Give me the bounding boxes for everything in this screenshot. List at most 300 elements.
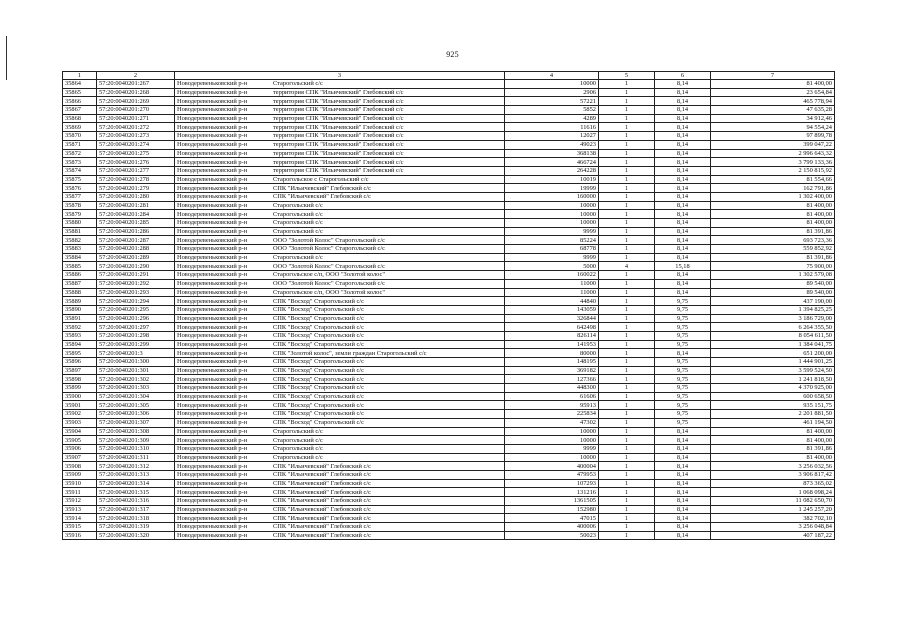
area-value: 12027 bbox=[505, 132, 599, 141]
row-number: 35877 bbox=[63, 192, 97, 201]
cadastral-number: 57:20:0040201:309 bbox=[97, 436, 175, 445]
locality-text: территория СПК "Ильичевский" Глебовский с/с bbox=[273, 167, 404, 175]
area-value: 127366 bbox=[505, 375, 599, 384]
category-value: 1 bbox=[599, 192, 655, 201]
table-row bbox=[63, 236, 835, 245]
locality-text: СПК "Восход" Старогольский с/с bbox=[273, 384, 364, 392]
total-value: 81 391,86 bbox=[711, 227, 835, 236]
location-cell bbox=[175, 523, 505, 532]
row-number: 35874 bbox=[63, 166, 97, 175]
area-value: 44840 bbox=[505, 297, 599, 306]
table-row bbox=[63, 340, 835, 349]
area-value: 10000 bbox=[505, 80, 599, 89]
total-value: 81 400,00 bbox=[711, 210, 835, 219]
category-value: 1 bbox=[599, 158, 655, 167]
cadastral-number: 57:20:0040201:305 bbox=[97, 401, 175, 410]
locality-text: Старогольский с/с bbox=[273, 453, 323, 461]
category-value: 1 bbox=[599, 184, 655, 193]
cadastral-number: 57:20:0040201:279 bbox=[97, 184, 175, 193]
district-text: Новодеревеньковский р-н bbox=[177, 436, 248, 444]
location-cell bbox=[175, 219, 505, 228]
rate-value: 9,75 bbox=[655, 392, 711, 401]
locality-text: Старогольский с/с bbox=[273, 201, 323, 209]
cadastral-number: 57:20:0040201:286 bbox=[97, 227, 175, 236]
locality-text: СПК "Восход" Старогольский с/с bbox=[273, 332, 364, 340]
rate-value: 15,18 bbox=[655, 262, 711, 271]
table-row bbox=[63, 470, 835, 479]
row-number: 35893 bbox=[63, 331, 97, 340]
district-text: Новодеревеньковский р-н bbox=[177, 184, 248, 192]
cadastral-number: 57:20:0040201:306 bbox=[97, 410, 175, 419]
cadastral-number: 57:20:0040201:307 bbox=[97, 418, 175, 427]
district-text: Новодеревеньковский р-н bbox=[177, 228, 248, 236]
rate-value: 9,75 bbox=[655, 375, 711, 384]
district-text: Новодеревеньковский р-н bbox=[177, 219, 248, 227]
row-number: 35875 bbox=[63, 175, 97, 184]
cadastral-number: 57:20:0040201:298 bbox=[97, 331, 175, 340]
locality-text: территория СПК "Ильичевский" Глебовский с/с bbox=[273, 149, 404, 157]
total-value: 3 256 048,84 bbox=[711, 523, 835, 532]
locality-text: СПК "Ильичевский" Глебовский с/с bbox=[273, 514, 371, 522]
row-number: 35900 bbox=[63, 392, 97, 401]
district-text: Новодеревеньковский р-н bbox=[177, 384, 248, 392]
locality-text: СПК "Золотой колос", земли граждан Старогольский с/с bbox=[273, 349, 427, 357]
area-value: 160000 bbox=[505, 192, 599, 201]
row-number: 35887 bbox=[63, 279, 97, 288]
row-number: 35882 bbox=[63, 236, 97, 245]
location-cell bbox=[175, 305, 505, 314]
area-value: 400004 bbox=[505, 462, 599, 471]
cadastral-number: 57:20:0040201:276 bbox=[97, 158, 175, 167]
table-row bbox=[63, 488, 835, 497]
area-value: 160022 bbox=[505, 271, 599, 280]
row-number: 35865 bbox=[63, 88, 97, 97]
cadastral-number: 57:20:0040201:302 bbox=[97, 375, 175, 384]
total-value: 11 082 650,70 bbox=[711, 497, 835, 506]
table-header-row bbox=[63, 72, 835, 80]
table-row bbox=[63, 418, 835, 427]
cadastral-number: 57:20:0040201:287 bbox=[97, 236, 175, 245]
table-row bbox=[63, 323, 835, 332]
area-value: 10000 bbox=[505, 201, 599, 210]
area-value: 9999 bbox=[505, 227, 599, 236]
total-value: 1 394 825,25 bbox=[711, 305, 835, 314]
district-text: Новодеревеньковский р-н bbox=[177, 367, 248, 375]
total-value: 3 799 133,36 bbox=[711, 158, 835, 167]
category-value: 1 bbox=[599, 114, 655, 123]
category-value: 1 bbox=[599, 166, 655, 175]
locality-text: СПК "Восход" Старогольский с/с bbox=[273, 410, 364, 418]
row-number: 35891 bbox=[63, 314, 97, 323]
table-row bbox=[63, 288, 835, 297]
locality-text: территория СПК "Ильичевский" Глебовский с/с bbox=[273, 89, 404, 97]
rate-value: 8,14 bbox=[655, 80, 711, 89]
area-value: 10000 bbox=[505, 436, 599, 445]
row-number: 35906 bbox=[63, 444, 97, 453]
cadastral-number: 57:20:0040201:278 bbox=[97, 175, 175, 184]
district-text: Новодеревеньковский р-н bbox=[177, 210, 248, 218]
table-row bbox=[63, 219, 835, 228]
location-cell bbox=[175, 88, 505, 97]
location-cell bbox=[175, 436, 505, 445]
total-value: 3 906 817,42 bbox=[711, 470, 835, 479]
rate-value: 8,14 bbox=[655, 271, 711, 280]
cadastral-number: 57:20:0040201:292 bbox=[97, 279, 175, 288]
rate-value: 8,14 bbox=[655, 219, 711, 228]
locality-text: СПК "Восход" Старогольский с/с bbox=[273, 393, 364, 401]
rate-value: 8,14 bbox=[655, 479, 711, 488]
total-value: 600 658,50 bbox=[711, 392, 835, 401]
table-row bbox=[63, 479, 835, 488]
row-number: 35895 bbox=[63, 349, 97, 358]
location-cell bbox=[175, 531, 505, 540]
page-number: 925 bbox=[446, 50, 459, 59]
locality-text: ООО "Золотой Колос" Старогольский с/с bbox=[273, 236, 386, 244]
category-value: 1 bbox=[599, 418, 655, 427]
district-text: Новодеревеньковский р-н bbox=[177, 358, 248, 366]
locality-text: Старогольский с/с bbox=[273, 210, 323, 218]
locality-text: Старогольский с/с bbox=[273, 427, 323, 435]
category-value: 1 bbox=[599, 279, 655, 288]
total-value: 873 365,02 bbox=[711, 479, 835, 488]
row-number: 35910 bbox=[63, 479, 97, 488]
category-value: 1 bbox=[599, 305, 655, 314]
area-value: 264228 bbox=[505, 166, 599, 175]
cadastral-number: 57:20:0040201:300 bbox=[97, 358, 175, 367]
locality-text: Старогольский с/с bbox=[273, 445, 323, 453]
row-number: 35883 bbox=[63, 245, 97, 254]
rate-value: 8,14 bbox=[655, 288, 711, 297]
row-number: 35913 bbox=[63, 505, 97, 514]
cadastral-number: 57:20:0040201:318 bbox=[97, 514, 175, 523]
row-number: 35894 bbox=[63, 340, 97, 349]
area-value: 152980 bbox=[505, 505, 599, 514]
cadastral-number: 57:20:0040201:284 bbox=[97, 210, 175, 219]
district-text: Новодеревеньковский р-н bbox=[177, 532, 248, 540]
locality-text: Старогольский с/с bbox=[273, 80, 323, 88]
district-text: Новодеревеньковский р-н bbox=[177, 471, 248, 479]
locality-text: Старогольский с/с bbox=[273, 436, 323, 444]
table-row bbox=[63, 97, 835, 106]
total-value: 407 187,22 bbox=[711, 531, 835, 540]
total-value: 935 151,75 bbox=[711, 401, 835, 410]
area-value: 143059 bbox=[505, 305, 599, 314]
total-value: 6 264 355,50 bbox=[711, 323, 835, 332]
district-text: Новодеревеньковский р-н bbox=[177, 141, 248, 149]
total-value: 81 400,00 bbox=[711, 427, 835, 436]
total-value: 461 194,50 bbox=[711, 418, 835, 427]
category-value: 4 bbox=[599, 262, 655, 271]
category-value: 1 bbox=[599, 297, 655, 306]
category-value: 1 bbox=[599, 488, 655, 497]
row-number: 35899 bbox=[63, 384, 97, 393]
category-value: 1 bbox=[599, 470, 655, 479]
row-number: 35872 bbox=[63, 149, 97, 158]
area-value: 10000 bbox=[505, 453, 599, 462]
location-cell bbox=[175, 184, 505, 193]
rate-value: 9,75 bbox=[655, 384, 711, 393]
location-cell bbox=[175, 427, 505, 436]
category-value: 1 bbox=[599, 323, 655, 332]
category-value: 1 bbox=[599, 497, 655, 506]
cadastral-number: 57:20:0040201:301 bbox=[97, 366, 175, 375]
row-number: 35892 bbox=[63, 323, 97, 332]
area-value: 49023 bbox=[505, 140, 599, 149]
row-number: 35901 bbox=[63, 401, 97, 410]
cadastral-number: 57:20:0040201:317 bbox=[97, 505, 175, 514]
location-cell bbox=[175, 114, 505, 123]
cadastral-number: 57:20:0040201:315 bbox=[97, 488, 175, 497]
location-cell bbox=[175, 140, 505, 149]
category-value: 1 bbox=[599, 97, 655, 106]
district-text: Новодеревеньковский р-н bbox=[177, 245, 248, 253]
cadastral-number: 57:20:0040201:277 bbox=[97, 166, 175, 175]
district-text: Новодеревеньковский р-н bbox=[177, 401, 248, 409]
row-number: 35902 bbox=[63, 410, 97, 419]
locality-text: СПК "Восход" Старогольский с/с bbox=[273, 314, 364, 322]
cadastral-number: 57:20:0040201:271 bbox=[97, 114, 175, 123]
table-row bbox=[63, 453, 835, 462]
row-number: 35916 bbox=[63, 531, 97, 540]
area-value: 9999 bbox=[505, 253, 599, 262]
cadastral-number: 57:20:0040201:268 bbox=[97, 88, 175, 97]
total-value: 97 899,78 bbox=[711, 132, 835, 141]
location-cell bbox=[175, 106, 505, 115]
table-row bbox=[63, 392, 835, 401]
cadastral-number: 57:20:0040201:270 bbox=[97, 106, 175, 115]
location-cell bbox=[175, 349, 505, 358]
rate-value: 8,14 bbox=[655, 175, 711, 184]
category-value: 1 bbox=[599, 392, 655, 401]
total-value: 1 444 901,25 bbox=[711, 358, 835, 367]
rate-value: 9,75 bbox=[655, 418, 711, 427]
locality-text: Старогольский с/с bbox=[273, 254, 323, 262]
rate-value: 8,14 bbox=[655, 236, 711, 245]
cadastral-number: 57:20:0040201:273 bbox=[97, 132, 175, 141]
total-value: 81 391,86 bbox=[711, 253, 835, 262]
total-value: 465 778,94 bbox=[711, 97, 835, 106]
location-cell bbox=[175, 314, 505, 323]
location-cell bbox=[175, 175, 505, 184]
total-value: 89 540,00 bbox=[711, 279, 835, 288]
area-value: 826114 bbox=[505, 331, 599, 340]
category-value: 1 bbox=[599, 123, 655, 132]
cadastral-number: 57:20:0040201:275 bbox=[97, 149, 175, 158]
category-value: 1 bbox=[599, 253, 655, 262]
total-value: 81 400,00 bbox=[711, 80, 835, 89]
area-value: 448300 bbox=[505, 384, 599, 393]
total-value: 399 047,22 bbox=[711, 140, 835, 149]
cadastral-number: 57:20:0040201:314 bbox=[97, 479, 175, 488]
total-value: 3 599 524,50 bbox=[711, 366, 835, 375]
locality-text: территория СПК "Ильичевский" Глебовский с/с bbox=[273, 158, 404, 166]
row-number: 35880 bbox=[63, 219, 97, 228]
rate-value: 8,14 bbox=[655, 88, 711, 97]
cadastral-number: 57:20:0040201:304 bbox=[97, 392, 175, 401]
locality-text: СПК "Восход" Старогольский с/с bbox=[273, 358, 364, 366]
district-text: Новодеревеньковский р-н bbox=[177, 80, 248, 88]
locality-text: СПК "Ильичевский" Глебовский с/с bbox=[273, 193, 371, 201]
category-value: 1 bbox=[599, 384, 655, 393]
location-cell bbox=[175, 80, 505, 89]
table-row bbox=[63, 166, 835, 175]
table-row bbox=[63, 444, 835, 453]
area-value: 225834 bbox=[505, 410, 599, 419]
district-text: Новодеревеньковский р-н bbox=[177, 297, 248, 305]
area-value: 1361505 bbox=[505, 497, 599, 506]
category-value: 1 bbox=[599, 245, 655, 254]
location-cell bbox=[175, 505, 505, 514]
rate-value: 8,14 bbox=[655, 488, 711, 497]
area-value: 479953 bbox=[505, 470, 599, 479]
location-cell bbox=[175, 444, 505, 453]
row-number: 35873 bbox=[63, 158, 97, 167]
cadastral-number: 57:20:0040201:272 bbox=[97, 123, 175, 132]
district-text: Новодеревеньковский р-н bbox=[177, 193, 248, 201]
table-row bbox=[63, 436, 835, 445]
location-cell bbox=[175, 288, 505, 297]
table-row bbox=[63, 253, 835, 262]
category-value: 1 bbox=[599, 523, 655, 532]
table-row bbox=[63, 384, 835, 393]
cadastral-number: 57:20:0040201:319 bbox=[97, 523, 175, 532]
category-value: 1 bbox=[599, 366, 655, 375]
locality-text: СПК "Восход" Старогольский с/с bbox=[273, 306, 364, 314]
column-header: 2 bbox=[97, 72, 175, 80]
row-number: 35871 bbox=[63, 140, 97, 149]
table-row bbox=[63, 497, 835, 506]
cadastral-number: 57:20:0040201:310 bbox=[97, 444, 175, 453]
area-value: 61606 bbox=[505, 392, 599, 401]
total-value: 47 635,28 bbox=[711, 106, 835, 115]
category-value: 1 bbox=[599, 514, 655, 523]
district-text: Новодеревеньковский р-н bbox=[177, 280, 248, 288]
cadastral-number: 57:20:0040201:274 bbox=[97, 140, 175, 149]
area-value: 326844 bbox=[505, 314, 599, 323]
column-header: 4 bbox=[505, 72, 599, 80]
row-number: 35908 bbox=[63, 462, 97, 471]
table-row bbox=[63, 210, 835, 219]
row-number: 35912 bbox=[63, 497, 97, 506]
location-cell bbox=[175, 358, 505, 367]
locality-text: СПК "Ильичевский" Глебовский с/с bbox=[273, 523, 371, 531]
area-value: 10000 bbox=[505, 210, 599, 219]
total-value: 81 400,00 bbox=[711, 219, 835, 228]
category-value: 1 bbox=[599, 410, 655, 419]
district-text: Новодеревеньковский р-н bbox=[177, 123, 248, 131]
rate-value: 8,14 bbox=[655, 97, 711, 106]
area-value: 368138 bbox=[505, 149, 599, 158]
category-value: 1 bbox=[599, 288, 655, 297]
rate-value: 8,14 bbox=[655, 514, 711, 523]
table-row bbox=[63, 462, 835, 471]
rate-value: 8,14 bbox=[655, 114, 711, 123]
total-value: 162 791,86 bbox=[711, 184, 835, 193]
locality-text: Старогольский с/с bbox=[273, 219, 323, 227]
district-text: Новодеревеньковский р-н bbox=[177, 427, 248, 435]
land-plots-table bbox=[62, 71, 835, 540]
row-number: 35886 bbox=[63, 271, 97, 280]
category-value: 1 bbox=[599, 210, 655, 219]
total-value: 651 200,00 bbox=[711, 349, 835, 358]
table-row bbox=[63, 271, 835, 280]
total-value: 693 723,36 bbox=[711, 236, 835, 245]
row-number: 35885 bbox=[63, 262, 97, 271]
row-number: 35867 bbox=[63, 106, 97, 115]
total-value: 559 852,92 bbox=[711, 245, 835, 254]
cadastral-number: 57:20:0040201:288 bbox=[97, 245, 175, 254]
rate-value: 8,14 bbox=[655, 523, 711, 532]
cadastral-number: 57:20:0040201:289 bbox=[97, 253, 175, 262]
total-value: 81 400,00 bbox=[711, 453, 835, 462]
locality-text: территория СПК "Ильичевский" Глебовский с/с bbox=[273, 106, 404, 114]
area-value: 642498 bbox=[505, 323, 599, 332]
location-cell bbox=[175, 132, 505, 141]
row-number: 35890 bbox=[63, 305, 97, 314]
cadastral-number: 57:20:0040201:293 bbox=[97, 288, 175, 297]
cadastral-number: 57:20:0040201:316 bbox=[97, 497, 175, 506]
table-row bbox=[63, 88, 835, 97]
table-row bbox=[63, 358, 835, 367]
category-value: 1 bbox=[599, 479, 655, 488]
rate-value: 9,75 bbox=[655, 314, 711, 323]
category-value: 1 bbox=[599, 227, 655, 236]
category-value: 1 bbox=[599, 427, 655, 436]
district-text: Новодеревеньковский р-н bbox=[177, 167, 248, 175]
total-value: 2 150 815,92 bbox=[711, 166, 835, 175]
area-value: 131216 bbox=[505, 488, 599, 497]
total-value: 1 068 098,24 bbox=[711, 488, 835, 497]
rate-value: 8,14 bbox=[655, 132, 711, 141]
category-value: 1 bbox=[599, 271, 655, 280]
area-value: 369182 bbox=[505, 366, 599, 375]
table-row bbox=[63, 158, 835, 167]
district-text: Новодеревеньковский р-н bbox=[177, 115, 248, 123]
row-number: 35879 bbox=[63, 210, 97, 219]
row-number: 35905 bbox=[63, 436, 97, 445]
table-row bbox=[63, 505, 835, 514]
row-number: 35897 bbox=[63, 366, 97, 375]
rate-value: 9,75 bbox=[655, 305, 711, 314]
table-row bbox=[63, 427, 835, 436]
cadastral-number: 57:20:0040201:291 bbox=[97, 271, 175, 280]
area-value: 85224 bbox=[505, 236, 599, 245]
area-value: 107293 bbox=[505, 479, 599, 488]
rate-value: 8,14 bbox=[655, 436, 711, 445]
area-value: 47302 bbox=[505, 418, 599, 427]
district-text: Новодеревеньковский р-н bbox=[177, 340, 248, 348]
cadastral-number: 57:20:0040201:303 bbox=[97, 384, 175, 393]
rate-value: 9,75 bbox=[655, 297, 711, 306]
district-text: Новодеревеньковский р-н bbox=[177, 349, 248, 357]
locality-text: СПК "Ильичевский" Глебовский с/с bbox=[273, 471, 371, 479]
category-value: 1 bbox=[599, 236, 655, 245]
category-value: 1 bbox=[599, 375, 655, 384]
rate-value: 8,14 bbox=[655, 158, 711, 167]
cadastral-number: 57:20:0040201:308 bbox=[97, 427, 175, 436]
location-cell bbox=[175, 470, 505, 479]
cadastral-number: 57:20:0040201:285 bbox=[97, 219, 175, 228]
cadastral-number: 57:20:0040201:3 bbox=[97, 349, 175, 358]
area-value: 5000 bbox=[505, 262, 599, 271]
rate-value: 9,75 bbox=[655, 358, 711, 367]
column-header: 3 bbox=[175, 72, 505, 80]
locality-text: СПК "Ильичевский" Глебовский с/с bbox=[273, 184, 371, 192]
location-cell bbox=[175, 201, 505, 210]
table-row bbox=[63, 305, 835, 314]
category-value: 1 bbox=[599, 149, 655, 158]
district-text: Новодеревеньковский р-н bbox=[177, 314, 248, 322]
